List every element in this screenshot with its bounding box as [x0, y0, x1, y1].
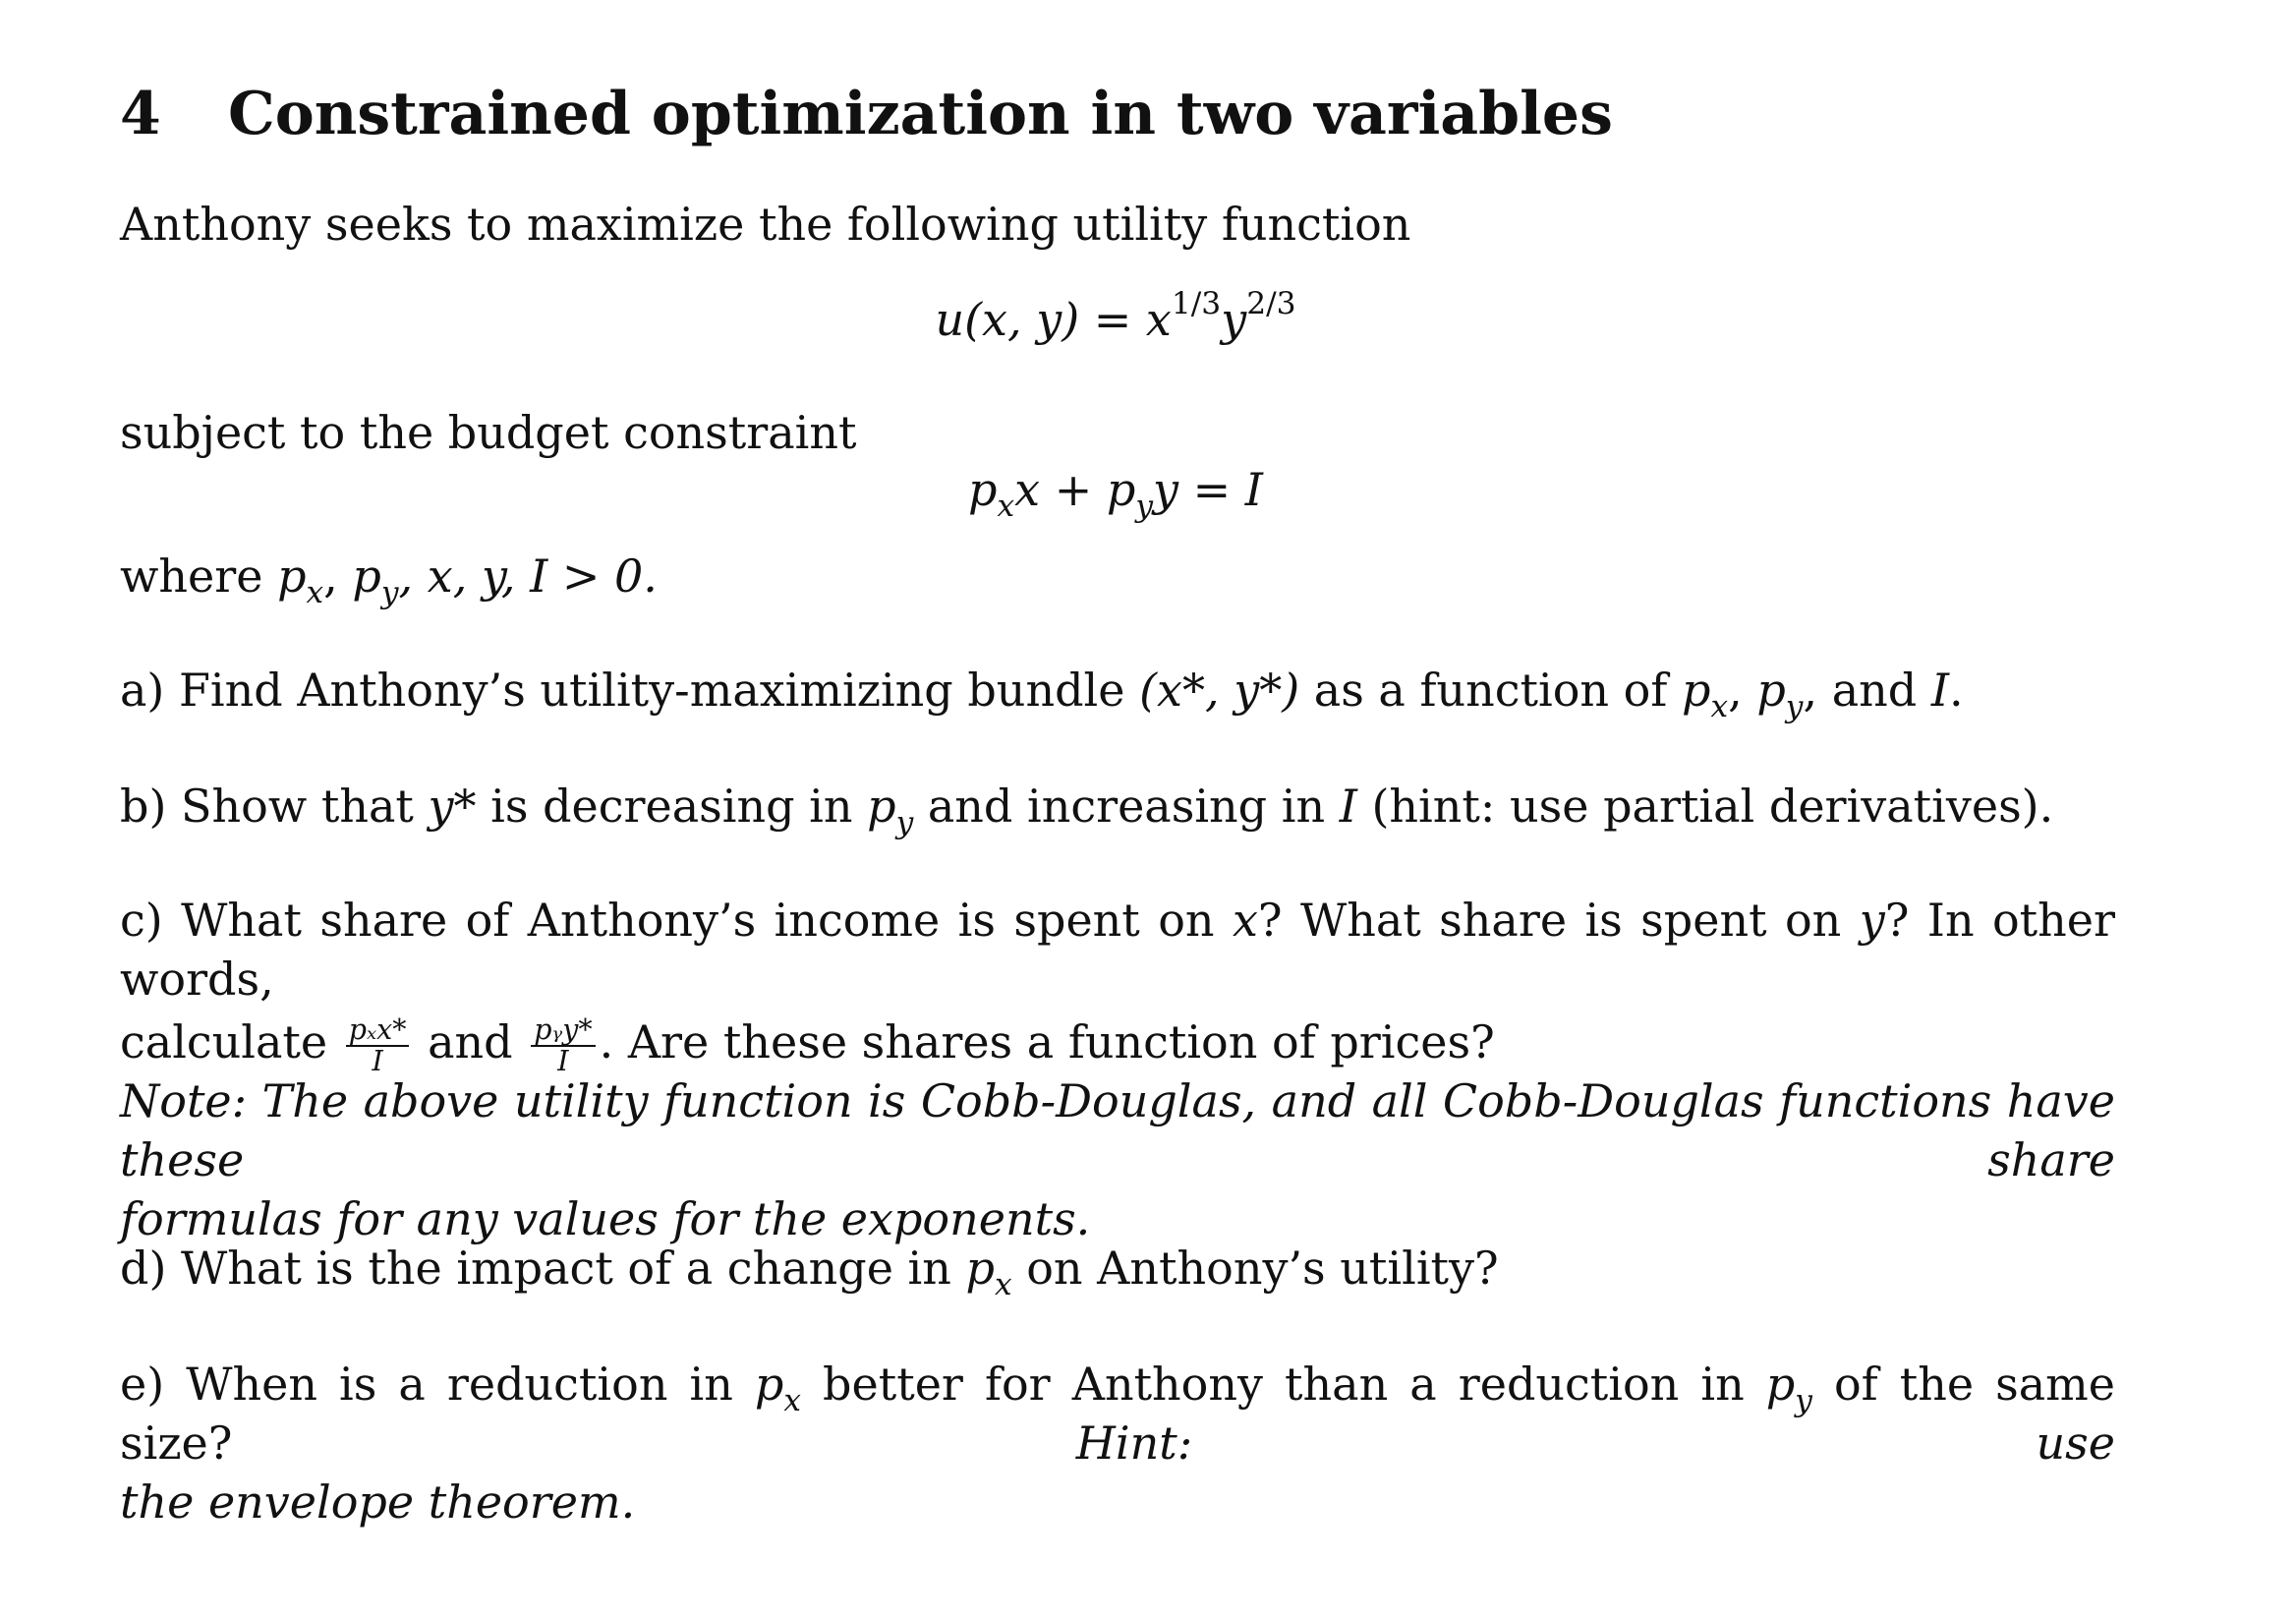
question-e-text3: of the same size? — [120, 1357, 2115, 1470]
note-line2: formulas for any values for the exponents. — [120, 1192, 1091, 1245]
price-symbol: p — [867, 780, 896, 833]
optimal-y: y* — [428, 780, 477, 833]
question-c-calc: calculate — [120, 1015, 342, 1068]
share-y-numerator: pᵧy* — [531, 1015, 595, 1047]
question-c — [120, 891, 2115, 1076]
question-e-line1 — [120, 1355, 2115, 1473]
utility-lhs: u(x, y) = x — [935, 293, 1172, 346]
income-symbol: I — [1339, 780, 1357, 833]
question-c-line2 — [120, 1012, 2115, 1076]
price-sub-x: x — [1710, 688, 1729, 724]
section-title: Constrained optimization in two variables — [228, 80, 1613, 148]
constraint-x-term: x + — [1014, 463, 1107, 516]
separator: , — [1728, 664, 1757, 717]
question-e-text2: better for Anthony than a reduction in — [801, 1357, 1766, 1411]
utility-base-y: y — [1221, 293, 1247, 346]
share-y-fraction — [531, 1012, 595, 1077]
price-sub-y: y — [895, 804, 914, 840]
price-sub-y: y — [1785, 688, 1804, 724]
share-y-denominator: I — [557, 1044, 569, 1077]
price-symbol: p — [754, 1357, 784, 1411]
where-prefix: where — [120, 549, 278, 603]
price-symbol: p — [968, 463, 998, 516]
utility-exp-y: 2/3 — [1246, 286, 1296, 322]
price-symbol: p — [1106, 463, 1136, 516]
constraint-y-term: y = I — [1153, 463, 1263, 516]
question-a-period: . — [1949, 664, 1964, 717]
question-a-and: , and — [1803, 664, 1931, 717]
budget-constraint-equation — [0, 460, 2231, 524]
price-sub-y: y — [1135, 488, 1153, 524]
section-heading — [120, 75, 2115, 153]
share-x-fraction — [346, 1012, 410, 1077]
share-x-denominator: I — [372, 1044, 383, 1077]
question-b-text4: (hint: use partial derivatives). — [1356, 780, 2054, 833]
var-x: x — [1232, 894, 1258, 947]
where-math-rest: , x, y, I > 0. — [398, 549, 658, 603]
question-b-text3: and increasing in — [913, 780, 1340, 833]
separator: , — [323, 549, 353, 603]
price-symbol: p — [1765, 1357, 1796, 1411]
question-c-rest: . Are these shares a function of prices? — [599, 1015, 1495, 1068]
note-line1: Note: The above utility function is Cobb-Douglas, and all Cobb-Douglas functions have these share — [120, 1074, 2115, 1186]
utility-exp-x: 1/3 — [1171, 286, 1222, 322]
where-clause — [120, 547, 2115, 610]
section-number: 4 — [120, 80, 161, 148]
question-c-and: and — [413, 1015, 528, 1068]
price-symbol: p — [277, 549, 307, 603]
price-symbol: p — [1682, 664, 1711, 717]
question-e-hint: Hint: use — [1075, 1416, 2116, 1470]
question-e-line2: the envelope theorem. — [120, 1475, 636, 1529]
question-a-label: a) Find Anthony’s utility-maximizing bundle — [120, 664, 1140, 717]
price-sub-x: x — [306, 574, 324, 610]
price-sub-y: y — [380, 574, 399, 610]
var-y: y — [1859, 894, 1885, 947]
question-a — [120, 661, 2115, 724]
question-c-text2: ? What share is spent on — [1257, 894, 1860, 947]
question-e-text1: e) When is a reduction in — [120, 1357, 755, 1411]
question-d — [120, 1239, 2115, 1302]
income-symbol: I — [1930, 664, 1950, 717]
question-a-mid: as a function of — [1299, 664, 1682, 717]
question-c-text3: ? In other words, — [120, 894, 2115, 1006]
constraint-intro: subject to the budget constraint — [120, 406, 857, 459]
price-symbol: p — [352, 549, 381, 603]
price-symbol: p — [965, 1242, 995, 1295]
question-c-line1 — [120, 891, 2115, 1009]
price-symbol: p — [1756, 664, 1786, 717]
intro-paragraph: Anthony seeks to maximize the following utility function — [120, 198, 1411, 251]
price-sub-x: x — [994, 1266, 1012, 1302]
question-b — [120, 777, 2115, 840]
utility-equation — [0, 286, 2231, 349]
optimal-bundle: (x*, y*) — [1139, 664, 1300, 717]
share-x-numerator: pₓx* — [346, 1015, 410, 1047]
cobb-douglas-note — [120, 1071, 2115, 1248]
question-b-text1: b) Show that — [120, 780, 429, 833]
price-sub-x: x — [783, 1382, 801, 1418]
price-sub-y: y — [1795, 1382, 1812, 1418]
price-sub-x: x — [997, 488, 1015, 524]
question-c-text1: c) What share of Anthony’s income is spent on — [120, 894, 1233, 947]
question-b-text2: is decreasing in — [476, 780, 868, 833]
question-e — [120, 1355, 2115, 1531]
question-d-text1: d) What is the impact of a change in — [120, 1242, 966, 1295]
question-d-text2: on Anthony’s utility? — [1011, 1242, 1499, 1295]
